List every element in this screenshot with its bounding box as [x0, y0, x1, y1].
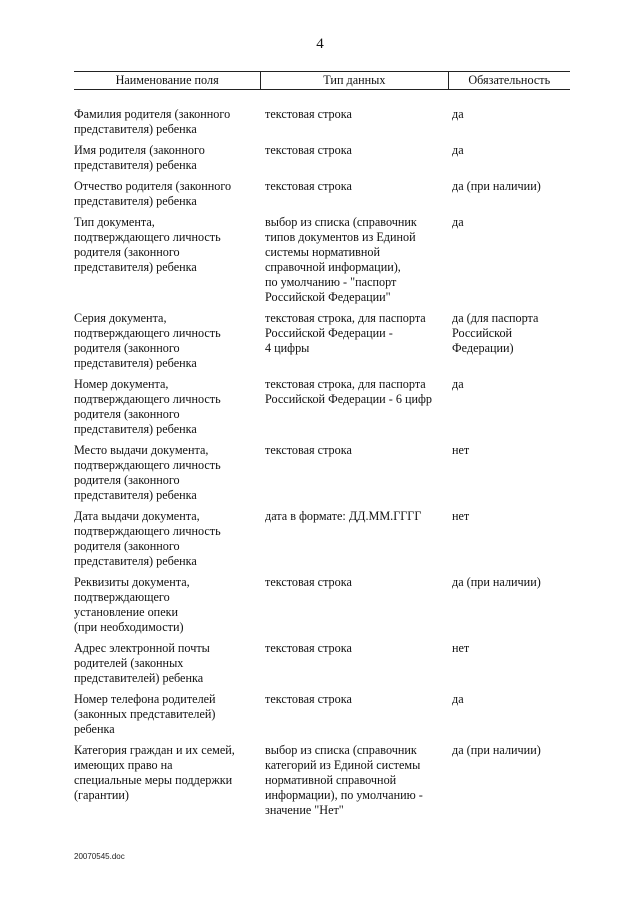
field-name-cell: Номер телефона родителей (законных представителей) ребенка: [74, 692, 216, 736]
document-filename: 20070545.doc: [74, 852, 125, 861]
required-cell: нет: [452, 641, 470, 655]
data-type-cell: текстовая строка, для паспорта Российской Федерации - 4 цифры: [265, 311, 426, 355]
field-name-cell: Адрес электронной почты родителей (законных представителей) ребенка: [74, 641, 210, 685]
data-type-cell: текстовая строка: [265, 107, 352, 121]
table-row: [74, 179, 570, 209]
page-number: 4: [316, 36, 324, 52]
required-cell: да: [452, 692, 464, 706]
data-type-cell: текстовая строка: [265, 443, 352, 457]
table-row: [74, 641, 570, 686]
field-name-cell: Серия документа, подтверждающего личность родителя (законного представителя) ребенка: [74, 311, 221, 370]
table-row: [74, 311, 570, 371]
required-cell: да (при наличии): [452, 743, 541, 757]
data-fields-table: [74, 71, 570, 824]
required-cell: да: [452, 215, 464, 229]
field-name-cell: Тип документа, подтверждающего личность родителя (законного представителя) ребенка: [74, 215, 221, 274]
table-row: [74, 215, 570, 305]
field-name-cell: Место выдачи документа, подтверждающего личность родителя (законного представителя) ребенка: [74, 443, 221, 502]
field-name-cell: Номер документа, подтверждающего личность родителя (законного представителя) ребенка: [74, 377, 221, 436]
header-field-name: Наименование поля: [115, 73, 219, 87]
table-row: [74, 692, 570, 737]
data-type-cell: текстовая строка: [265, 641, 352, 655]
data-type-cell: текстовая строка: [265, 692, 352, 706]
required-cell: да: [452, 377, 464, 391]
field-name-cell: Дата выдачи документа, подтверждающего личность родителя (законного представителя) ребенка: [74, 509, 221, 568]
required-cell: да: [452, 143, 464, 157]
data-type-cell: выбор из списка (справочник категорий из Единой системы нормативной справочной информации), по умолчанию - значение "Нет": [265, 743, 423, 817]
table-row: [74, 377, 570, 437]
table-row: [74, 743, 570, 818]
required-cell: да (при наличии): [452, 575, 541, 589]
required-cell: да (для паспорта Российской Федерации): [452, 311, 539, 355]
data-type-cell: текстовая строка: [265, 575, 352, 589]
table-row: [74, 575, 570, 635]
data-type-cell: текстовая строка: [265, 179, 352, 193]
table-header: [74, 71, 570, 90]
field-name-cell: Отчество родителя (законного представителя) ребенка: [74, 179, 232, 208]
header-required: Обязательность: [448, 72, 571, 89]
required-cell: да: [452, 107, 464, 121]
field-name-cell: Фамилия родителя (законного представителя) ребенка: [74, 107, 231, 136]
required-cell: нет: [452, 443, 470, 457]
data-type-cell: выбор из списка (справочник типов документов из Единой системы нормативной справочной информации), по умолчанию - "паспорт Российской Федерации": [265, 215, 417, 304]
table-row: [74, 509, 570, 569]
table-row: [74, 107, 570, 137]
field-name-cell: Имя родителя (законного представителя) ребенка: [74, 143, 205, 172]
required-cell: нет: [452, 509, 470, 523]
table-body: [74, 107, 570, 818]
table-row: [74, 143, 570, 173]
data-type-cell: текстовая строка: [265, 143, 352, 157]
field-name-cell: Категория граждан и их семей, имеющих право на специальные меры поддержки (гарантии): [74, 743, 235, 802]
header-data-type: Тип данных: [260, 72, 447, 89]
table-row: [74, 443, 570, 503]
field-name-cell: Реквизиты документа, подтверждающего установление опеки (при необходимости): [74, 575, 190, 634]
data-type-cell: дата в формате: ДД.ММ.ГГГГ: [265, 509, 422, 523]
required-cell: да (при наличии): [452, 179, 541, 193]
data-type-cell: текстовая строка, для паспорта Российской Федерации - 6 цифр: [265, 377, 432, 406]
